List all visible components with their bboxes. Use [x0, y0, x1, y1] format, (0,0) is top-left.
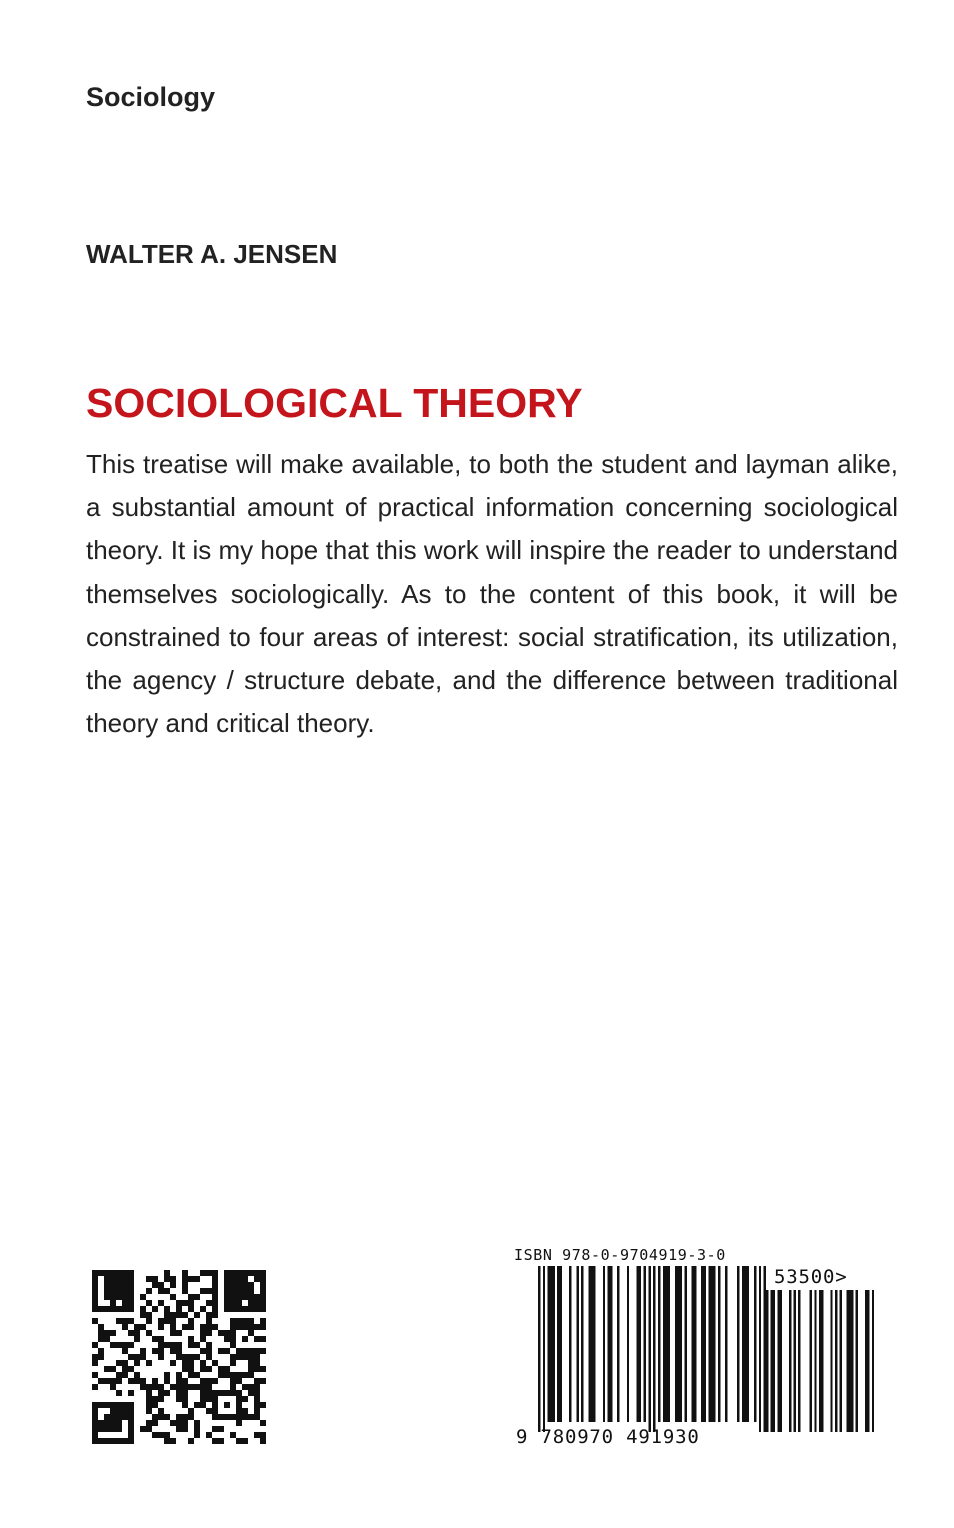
- addon-barcode-bar: [766, 1290, 768, 1432]
- addon-barcode-bar: [830, 1290, 832, 1432]
- addon-barcode-bar: [789, 1290, 791, 1432]
- qr-code-icon: [92, 1270, 266, 1444]
- addon-barcode-bar: [867, 1290, 869, 1432]
- barcode-bar: [680, 1266, 682, 1422]
- addon-barcode-bar: [849, 1290, 851, 1432]
- barcode-bar: [764, 1266, 766, 1432]
- addon-barcode-bar: [780, 1290, 782, 1432]
- addon-barcode-bar: [872, 1290, 874, 1432]
- addon-barcode-bar: [819, 1290, 821, 1432]
- barcode-bar: [610, 1266, 612, 1422]
- barcode-bar: [639, 1266, 641, 1422]
- addon-barcode-bar: [847, 1290, 849, 1432]
- addon-barcode-bar: [840, 1290, 842, 1432]
- barcode-bar: [557, 1266, 559, 1422]
- barcode-bar: [648, 1266, 650, 1432]
- barcode-bar: [543, 1266, 545, 1432]
- addon-barcode-bar: [810, 1290, 812, 1432]
- barcode-bar: [737, 1266, 739, 1422]
- barcode-bar: [591, 1266, 593, 1422]
- price-code: 53500>: [774, 1266, 848, 1288]
- barcode-bar: [658, 1266, 660, 1422]
- barcode-bar: [603, 1266, 605, 1422]
- book-description: This treatise will make available, to both the student and layman alike, a substantial amount of practical information concerning sociological theory. It is my hope that this work will inspire the reader to understand themselves sociologically. As to the content of this book, it will be constrained to four areas of interest: social stratification, its utilization, the agency / structure debate, and the difference between traditional theory and critical theory.: [86, 449, 898, 739]
- addon-barcode-bar: [835, 1290, 837, 1432]
- barcode-bar: [593, 1266, 595, 1422]
- barcode-bar: [538, 1266, 540, 1432]
- barcode-bar: [550, 1266, 552, 1422]
- addon-barcode-bar: [821, 1290, 823, 1432]
- barcode-bar: [747, 1266, 749, 1422]
- barcode-bar: [684, 1266, 686, 1422]
- barcode-bar: [668, 1266, 670, 1422]
- barcode-bar: [718, 1266, 720, 1422]
- barcode-bar: [663, 1266, 665, 1422]
- barcode-bar: [665, 1266, 667, 1422]
- addon-barcode-bar: [856, 1290, 858, 1432]
- isbn-barcode: [508, 1246, 888, 1451]
- addon-barcode-bar: [771, 1290, 773, 1432]
- barcode-bar: [725, 1266, 727, 1422]
- barcode-bar: [675, 1266, 677, 1422]
- barcode-bar: [653, 1266, 655, 1432]
- barcode-bar: [701, 1266, 703, 1422]
- barcode-bar: [677, 1266, 679, 1422]
- author-name: WALTER A. JENSEN: [86, 239, 338, 269]
- barcode-bar: [742, 1266, 744, 1422]
- addon-barcode-bar: [773, 1290, 775, 1432]
- barcode-bar: [569, 1266, 571, 1422]
- barcode-bar: [627, 1266, 629, 1422]
- barcode-bar: [744, 1266, 746, 1422]
- addon-barcode-bar: [778, 1290, 780, 1432]
- barcode-bar: [560, 1266, 562, 1422]
- barcode-bar: [704, 1266, 706, 1422]
- addon-barcode-bar: [851, 1290, 853, 1432]
- ean-digits: 9 780970 491930: [516, 1426, 700, 1448]
- barcode-bar: [552, 1266, 554, 1422]
- barcode-bar: [581, 1266, 583, 1422]
- barcode-bar: [608, 1266, 610, 1422]
- barcode-bar: [588, 1266, 590, 1422]
- addon-barcode-bar: [865, 1290, 867, 1432]
- barcode-bar: [617, 1266, 619, 1422]
- book-title: SOCIOLOGICAL THEORY: [86, 380, 583, 426]
- barcode-bar: [548, 1266, 550, 1422]
- barcode-bar: [694, 1266, 696, 1422]
- barcode-bar: [713, 1266, 715, 1422]
- barcode-bar: [708, 1266, 710, 1422]
- addon-barcode-bar: [798, 1290, 800, 1432]
- isbn-label: ISBN 978-0-9704919-3-0: [514, 1246, 726, 1264]
- book-category: Sociology: [86, 82, 216, 112]
- barcode-bar: [644, 1266, 646, 1422]
- barcode-bar: [692, 1266, 694, 1422]
- barcode-bar: [636, 1266, 638, 1422]
- barcode-bar: [711, 1266, 713, 1422]
- barcode-bar: [759, 1266, 761, 1432]
- addon-barcode-bar: [794, 1290, 796, 1432]
- barcode-bar: [576, 1266, 578, 1422]
- barcode-bar: [754, 1266, 756, 1422]
- addon-barcode-bar: [814, 1290, 816, 1432]
